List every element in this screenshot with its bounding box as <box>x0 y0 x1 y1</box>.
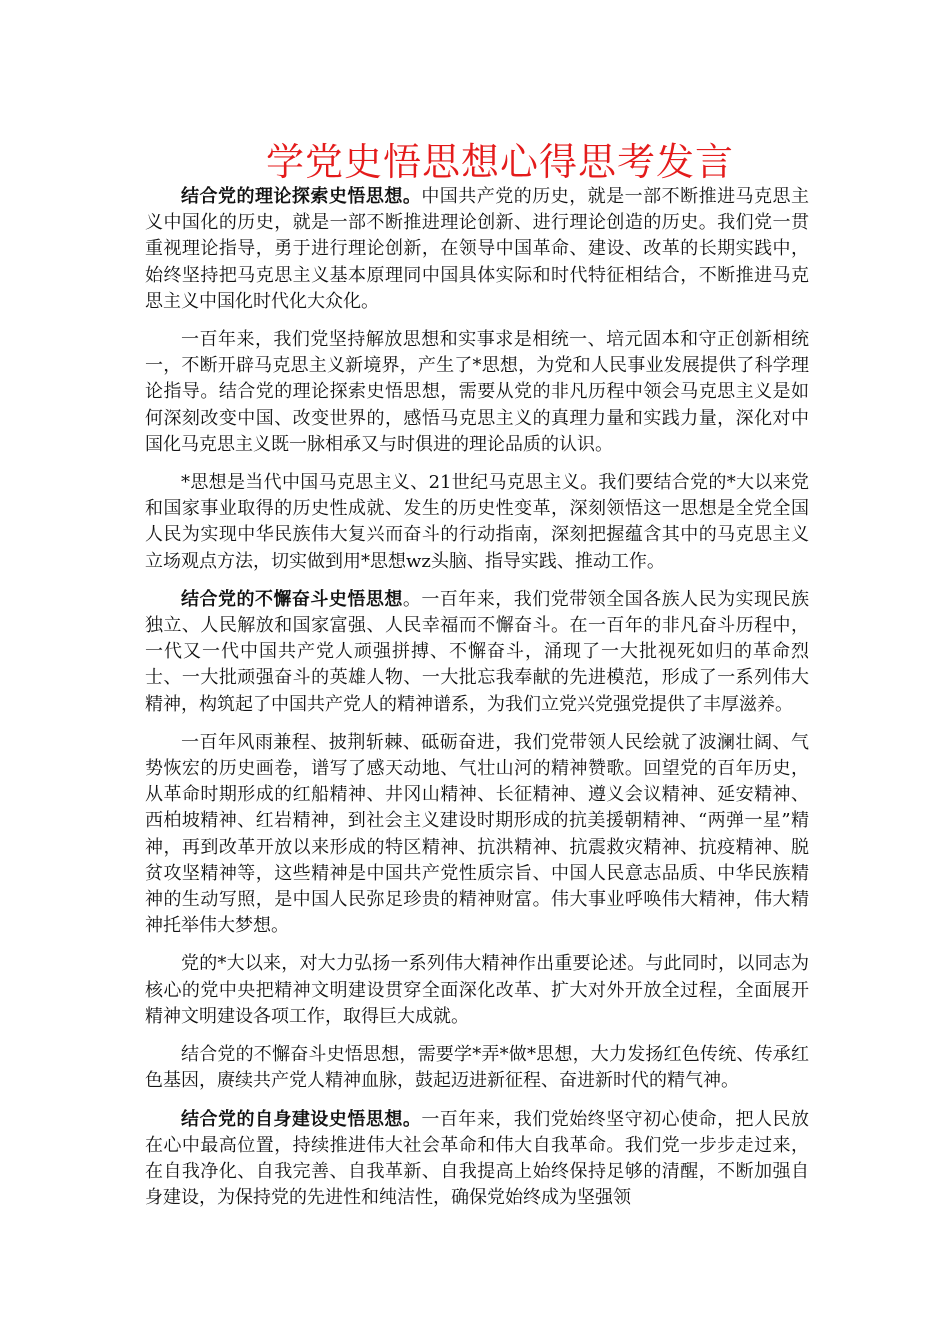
paragraph-text: 中国共产党的历史，就是一部不断推进马克思主义中国化的历史，就是一部不断推进理论创新、进行理论创造的历史。我们党一贯重视理论指导，勇于进行理论创新，在领导中国革命、建设、改革的长期实践中，始终坚持把马克思主义基本原理同中国具体实际和时代特征相结合，不断推进马克思主义中国化时代化大众化。 <box>145 186 810 312</box>
paragraph-lead: 结合党的理论探索史悟思想。 <box>181 186 422 207</box>
paragraph-3 <box>145 470 809 575</box>
paragraph-text: 党的*大以来，对大力弘扬一系列伟大精神作出重要论述。与此同时，以同志为核心的党中央把精神文明建设贯穿全面深化改革、扩大对外开放全过程，全面展开精神文明建设各项工作，取得巨大成就。 <box>145 953 809 1027</box>
paragraph-4 <box>145 587 809 718</box>
document-title: 学党史悟思想心得思考发言 <box>265 140 734 184</box>
paragraph-text: 一百年来，我们党坚持解放思想和实事求是相统一、培元固本和守正创新相统一，不断开辟马克思主义新境界，产生了*思想，为党和人民事业发展提供了科学理论指导。结合党的理论探索史悟思想，需要从党的非凡历程中领会马克思主义是如何深刻改变中国、改变世界的，感悟马克思主义的真理力量和实践力量，深化对中国化马克思主义既一脉相承又与时俱进的理论品质的认识。 <box>145 329 809 455</box>
paragraph-text: 。一百年来，我们党带领全国各族人民为实现民族独立、人民解放和国家富强、人民幸福而不懈奋斗。在一百年的非凡奋斗历程中，一代又一代中国共产党人顽强拼搏、不懈奋斗，涌现了一大批视死如归的革命烈士、一大批顽强奋斗的英雄人物、一大批忘我奉献的先进模范，形成了一系列伟大精神，构筑起了中国共产党人的精神谱系，为我们立党兴党强党提供了丰厚滋养。 <box>145 588 810 715</box>
paragraph-text: 结合党的不懈奋斗史悟思想，需要学*弄*做*思想，大力发扬红色传统、传承红色基因，赓续共产党人精神血脉，鼓起迈进新征程、奋进新时代的精气神。 <box>145 1044 809 1092</box>
paragraph-8 <box>145 1107 809 1212</box>
paragraph-text: 一百年来，我们党始终坚守初心使命，把人民放在心中最高位置，持续推进伟大社会革命和伟大自我革命。我们党一步步走过来，在自我净化、自我完善、自我革新、自我提高上始终保持足够的清醒，不断加强自身建设，为保持党的先进性和纯洁性，确保党始终成为坚强领 <box>145 1108 810 1209</box>
document-body <box>145 184 809 1223</box>
paragraph-6 <box>145 951 809 1030</box>
paragraph-5 <box>145 730 809 940</box>
paragraph-text: 一百年风雨兼程、披荆斩棘、砥砺奋进，我们党带领人民绘就了波澜壮阔、气势恢宏的历史画卷，谱写了感天动地、气壮山河的精神赞歌。回望党的百年历史，从革命时期形成的红船精神、井冈山精神、长征精神、遵义会议精神、延安精神、西柏坡精神、红岩精神，到社会主义建设时期形成的抗美援朝精神、“两弹一星”精神，再到改革开放以来形成的特区精神、抗洪精神、抗震救灾精神、抗疫精神、脱贫攻坚精神等，这些精神是中国共产党性质宗旨、中国人民意志品质、中华民族精神的生动写照，是中国人民弥足珍贵的精神财富。伟大事业呼唤伟大精神，伟大精神托举伟大梦想。 <box>145 731 809 937</box>
paragraph-lead: 结合党的自身建设史悟思想。 <box>181 1108 422 1130</box>
paragraph-7 <box>145 1042 809 1094</box>
paragraph-text: *思想是当代中国马克思主义、21世纪马克思主义。我们要结合党的*大以来党和国家事业取得的历史性成就、发生的历史性变革，深刻领悟这一思想是全党全国人民为实现中华民族伟大复兴而奋斗的行动指南，深刻把握蕴含其中的马克思主义立场观点方法，切实做到用*思想wz头脑、指导实践、推动工作。 <box>145 472 809 572</box>
paragraph-lead: 结合党的不懈奋斗史悟思想 <box>181 588 403 610</box>
paragraph-2 <box>145 327 809 458</box>
paragraph-1 <box>145 184 809 315</box>
